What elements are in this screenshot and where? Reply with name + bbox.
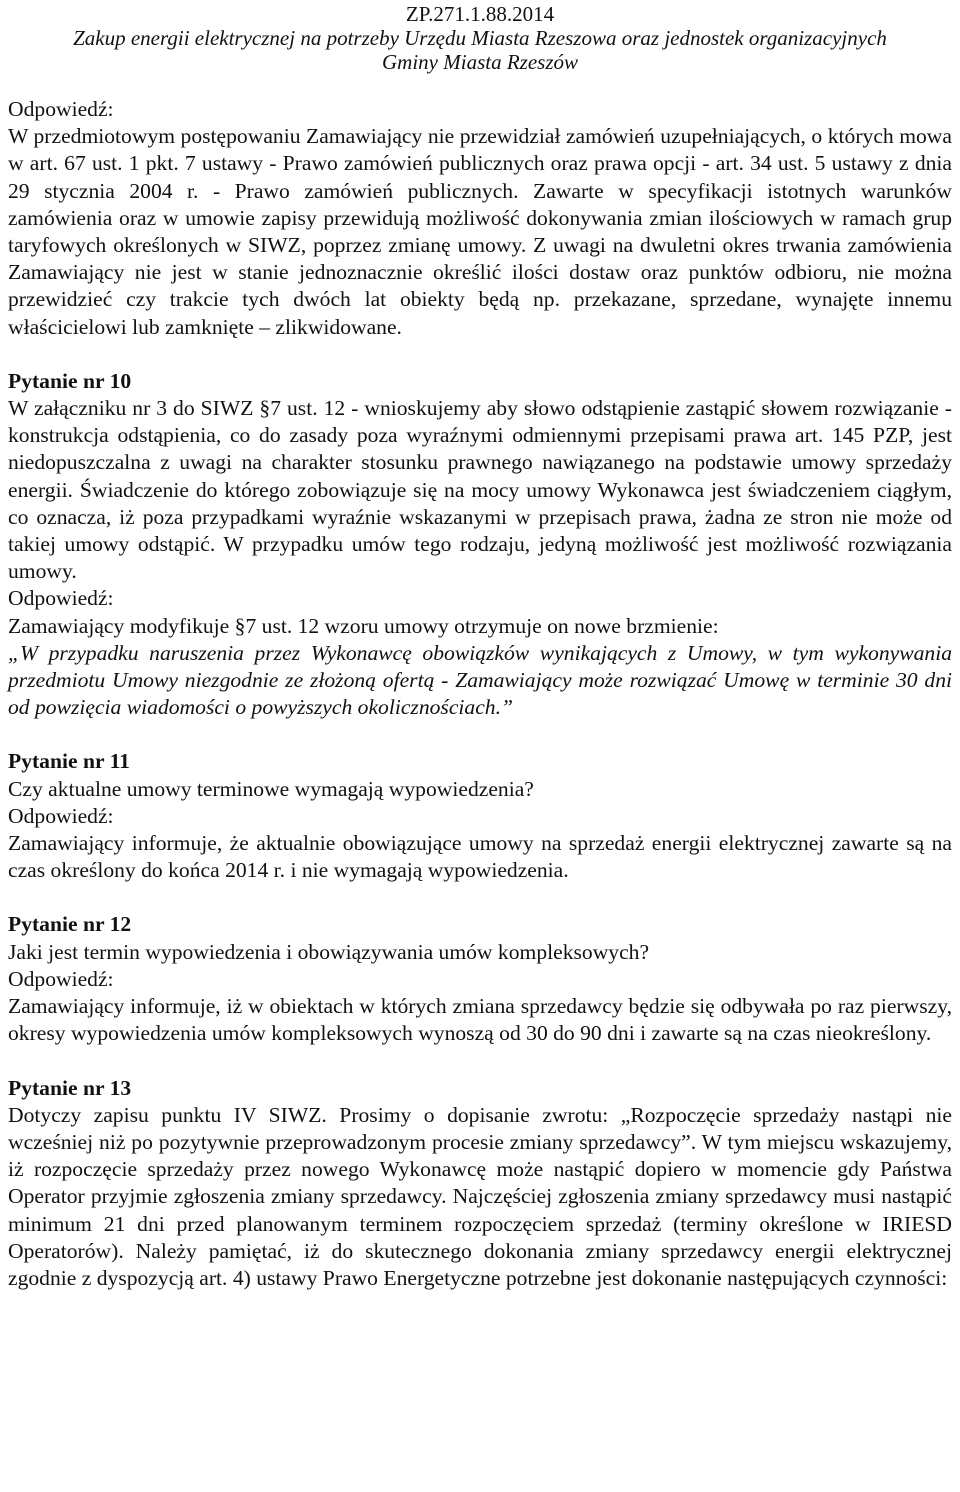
answer-label: Odpowiedź:: [8, 966, 114, 991]
question-10-section: [8, 368, 952, 722]
question-12-section: [8, 911, 952, 1047]
document-subtitle-line1: Zakup energii elektrycznej na potrzeby Urzędu Miasta Rzeszowa oraz jednostek organizacyjnych: [73, 26, 887, 50]
question-title: Pytanie nr 10: [8, 368, 132, 393]
question-title: Pytanie nr 12: [8, 912, 132, 937]
question-11-section: [8, 748, 952, 884]
page-header: [8, 0, 952, 74]
answer-text: W przedmiotowym postępowaniu Zamawiający nie przewidział zamówień uzupełniających, o których mowa w art. 67 ust. 1 pkt. 7 ustawy - Prawo zamówień publicznych oraz prawa opcji - art. 34 ust. 5 ustawy z dnia 29 stycznia 2004 r. - Prawo zamówień publicznych. Zawarte w specyfikacji istotnych warunków zamówienia oraz w umowie zapisy przewidują możliwość dokonywania zmian ilościowych w ramach grup taryfowych określonych w SIWZ, poprzez zmianę umowy. Z uwagi na dwuletni okres trwania zamówienia Zamawiający nie jest w stanie jednoznacznie określić ilości dostaw oraz punktów odbioru, nie można przewidzieć czy trakcie tych dwóch lat obiekty będą np. przekazane, sprzedane, wynajęte innemu właścicielowi lub zamknięte – zlikwidowane.: [8, 124, 952, 339]
question-text: Jaki jest termin wypowiedzenia i obowiązywania umów kompleksowych?: [8, 939, 650, 964]
answer-text: Zamawiający informuje, iż w obiektach w których zmiana sprzedawcy będzie się odbywała po raz pierwszy, okresy wypowiedzenia umów kompleksowych wynoszą od 30 do 90 dni i zawarte są na czas nieokreślony.: [8, 994, 952, 1046]
document-subtitle-line2: Gminy Miasta Rzeszów: [382, 50, 578, 74]
answer-label: Odpowiedź:: [8, 803, 114, 828]
question-text: Czy aktualne umowy terminowe wymagają wypowiedzenia?: [8, 776, 534, 801]
intro-answer-section: [8, 96, 952, 341]
answer-label: Odpowiedź:: [8, 586, 114, 611]
question-text: W załączniku nr 3 do SIWZ §7 ust. 12 - wnioskujemy aby słowo odstąpienie zastąpić słowem rozwiązanie - konstrukcja odstąpienia, co do zasady poza wyraźnymi odmiennymi przepisami prawa art. 145 PZP, jest niedopuszczalna z uwagi na charakter stosunku prawnego nawiązanego na podstawie umowy sprzedaży energii. Świadczenie do którego zobowiązuje się na mocy umowy Wykonawca jest świadczeniem ciągłym, co oznacza, iż poza przypadkami wyraźnie wskazanymi w przepisach prawa, żadna ze stron nie może od takiej umowy odstąpić. W przypadku umów tego rodzaju, jedyną możliwość jest możliwość rozwiązania umowy.: [8, 396, 952, 584]
answer-quote: „W przypadku naruszenia przez Wykonawcę obowiązków wynikających z Umowy, w tym wykonywania przedmiotu Umowy niezgodnie ze złożoną ofertą - Zamawiający może rozwiązać Umowę w terminie 30 dni od powzięcia wiadomości o powyższych okolicznościach.”: [8, 640, 952, 720]
question-text: Dotyczy zapisu punktu IV SIWZ. Prosimy o dopisanie zwrotu: „Rozpoczęcie sprzedaży nastąpi nie wcześniej niż po pozytywnie przeprowadzonym procesie zmiany sprzedawcy”. W tym miejscu wskazujemy, iż rozpoczęcie sprzedaży przez nowego Wykonawcę może nastąpić dopiero w momencie gdy Państwa Operator przyjmie zgłoszenia zmiany sprzedawcy. Najczęściej zgłoszenia zmiany sprzedawcy musi nastąpić minimum 21 dni przed planowanym terminem rozpoczęciem sprzedaż (terminy określone w IRIESD Operatorów). Należy pamiętać, iż do skutecznego dokonania zmiany sprzedawcy energii elektrycznej zgodnie z dyspozycją art. 4) ustawy Prawo Energetyczne potrzebne jest dokonanie następujących czynności:: [8, 1102, 952, 1290]
question-13-section: [8, 1075, 952, 1293]
answer-text: Zamawiający informuje, że aktualnie obowiązujące umowy na sprzedaż energii elektrycznej zawarte są na czas określony do końca 2014 r. i nie wymagają wypowiedzenia.: [8, 831, 952, 883]
document-reference: ZP.271.1.88.2014: [405, 2, 555, 26]
question-title: Pytanie nr 11: [8, 749, 130, 774]
document-body: [8, 96, 952, 1292]
question-title: Pytanie nr 13: [8, 1075, 132, 1100]
answer-label: Odpowiedź:: [8, 97, 114, 121]
answer-text: Zamawiający modyfikuje §7 ust. 12 wzoru umowy otrzymuje on nowe brzmienie:: [8, 613, 719, 638]
